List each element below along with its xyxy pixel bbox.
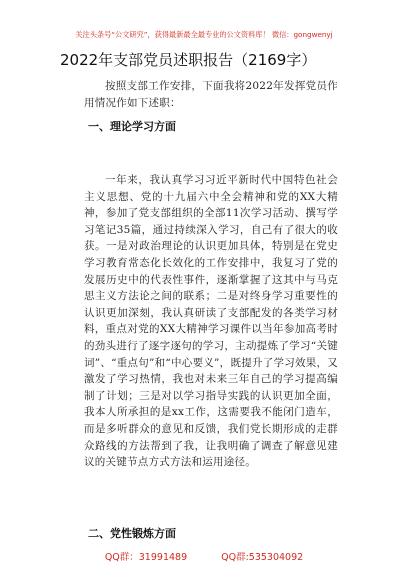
section-heading-party-spirit: 二、党性锻炼方面 [88, 527, 176, 540]
section-body-text: 一年来，我认真学习习近平新时代中国特色社会主义思想、党的十九届六中全会精神和党的XX大精神，参加了党支部组织的全部11次学习活动、撰写学习笔记35篇，通过持续深入学习，自己有了很大的收获。一是对政治理论的认识更加具体，特别是在党史学习教育常态化长效化的工作安排中，我复习了党的发展历史中的代表性事件，逐渐掌握了这其中与马克思主义方法论之间的联系；二是对终身学习重要性的认识更加深刻，我认真研读了支部配发的各类学习材料，重点对党的XX大精神学习课件以当年参加高考时的劲头进行了逐字逐句的学习，主动提炼了学习“关键词”、“重点句”和“中心要义”，既提升了学习效果，又激发了学习热情，我也对未来三年自己的学习提高编制了计划；三是对以学习指导实践的认识更加全面，我本人所承担的是xx工作，这需要我不能闭门造车，而是多听群众的意见和反馈，我们党长期形成的走群众路线的方法帮到了我，让我明确了调查了解意见建议的关键节点方式方法和运用途径。 [84, 174, 338, 469]
promo-banner: 关注头条号“公文研究”，获得最新最全最专业的公文资料库！ 微信：gongwenyj [75, 30, 333, 39]
intro-text: 按照支部工作安排，下面我将2022年发挥党员作用情况作如下述职： [84, 80, 338, 109]
section-body-theory-study [84, 172, 338, 471]
qq-group-1: QQ群：31991489 [104, 552, 188, 563]
document-title: 2022年支部党员述职报告（2169字） [60, 51, 317, 69]
qq-group-2: QQ群:535304092 [221, 552, 304, 563]
section-heading-theory-study: 一、理论学习方面 [88, 120, 176, 133]
footer-qq-groups [0, 552, 408, 564]
intro-paragraph [84, 78, 338, 111]
